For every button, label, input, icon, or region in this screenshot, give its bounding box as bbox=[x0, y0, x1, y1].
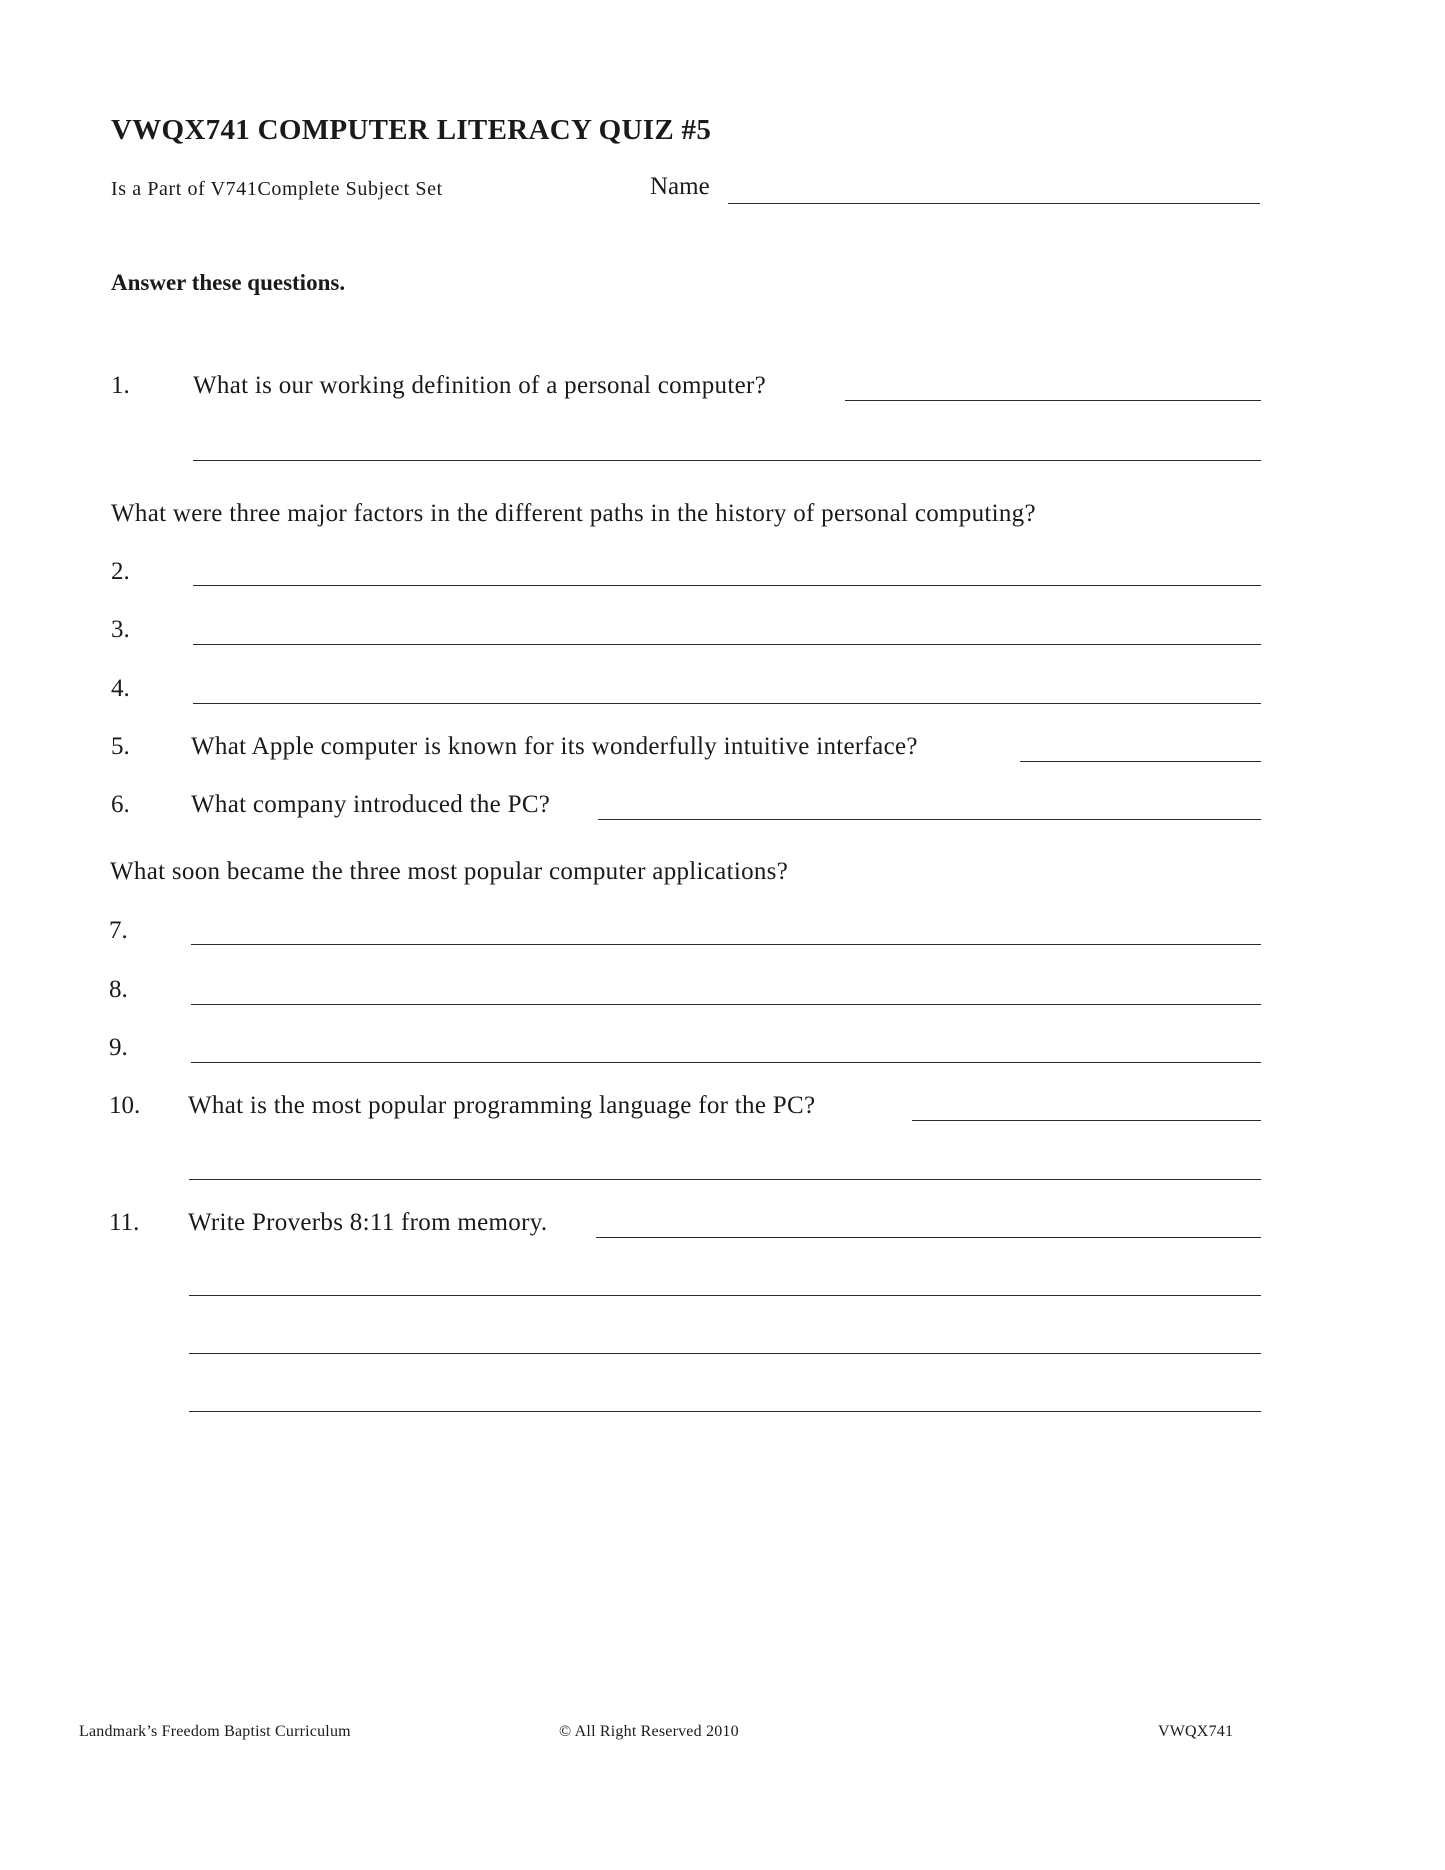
page-title: VWQX741 COMPUTER LITERACY QUIZ #5 bbox=[111, 114, 712, 146]
answer-line[interactable] bbox=[191, 944, 1261, 945]
question-number: 2. bbox=[111, 558, 130, 585]
question-number: 3. bbox=[111, 616, 130, 643]
answer-line[interactable] bbox=[189, 1411, 1261, 1412]
instructions: Answer these questions. bbox=[111, 270, 346, 295]
answer-line[interactable] bbox=[191, 1004, 1261, 1005]
subject-set-note: Is a Part of V741Complete Subject Set bbox=[111, 178, 443, 200]
section-prompt: What soon became the three most popular computer applications? bbox=[110, 858, 789, 885]
answer-line[interactable] bbox=[193, 585, 1261, 586]
question-text: What Apple computer is known for its wonderfully intuitive interface? bbox=[191, 733, 918, 760]
question-number: 9. bbox=[109, 1034, 128, 1061]
answer-line[interactable] bbox=[845, 400, 1261, 401]
question-number: 1. bbox=[111, 372, 130, 399]
answer-line[interactable] bbox=[191, 1062, 1261, 1063]
question-number: 8. bbox=[109, 976, 128, 1003]
question-text: What company introduced the PC? bbox=[191, 791, 551, 818]
answer-line[interactable] bbox=[193, 644, 1261, 645]
name-label: Name bbox=[650, 173, 710, 200]
answer-line[interactable] bbox=[193, 460, 1261, 461]
footer-publisher: Landmark’s Freedom Baptist Curriculum bbox=[79, 1723, 351, 1740]
question-number: 6. bbox=[111, 791, 130, 818]
answer-line[interactable] bbox=[598, 819, 1261, 820]
answer-line[interactable] bbox=[189, 1179, 1261, 1180]
question-number: 11. bbox=[109, 1209, 140, 1236]
answer-line[interactable] bbox=[912, 1120, 1261, 1121]
question-text: Write Proverbs 8:11 from memory. bbox=[188, 1209, 548, 1236]
question-number: 7. bbox=[109, 917, 128, 944]
question-number: 10. bbox=[109, 1092, 141, 1119]
question-text: What is our working definition of a personal computer? bbox=[193, 372, 766, 399]
question-text: What is the most popular programming language for the PC? bbox=[188, 1092, 816, 1119]
answer-line[interactable] bbox=[193, 703, 1261, 704]
answer-line[interactable] bbox=[1020, 761, 1261, 762]
question-number: 4. bbox=[111, 675, 130, 702]
answer-line[interactable] bbox=[189, 1353, 1261, 1354]
section-prompt: What were three major factors in the different paths in the history of personal computing? bbox=[111, 500, 1036, 527]
answer-line[interactable] bbox=[189, 1295, 1261, 1296]
answer-line[interactable] bbox=[596, 1237, 1261, 1238]
question-number: 5. bbox=[111, 733, 130, 760]
footer-copyright: © All Right Reserved 2010 bbox=[559, 1723, 739, 1740]
footer-code: VWQX741 bbox=[1158, 1723, 1234, 1740]
name-field[interactable] bbox=[728, 203, 1260, 204]
